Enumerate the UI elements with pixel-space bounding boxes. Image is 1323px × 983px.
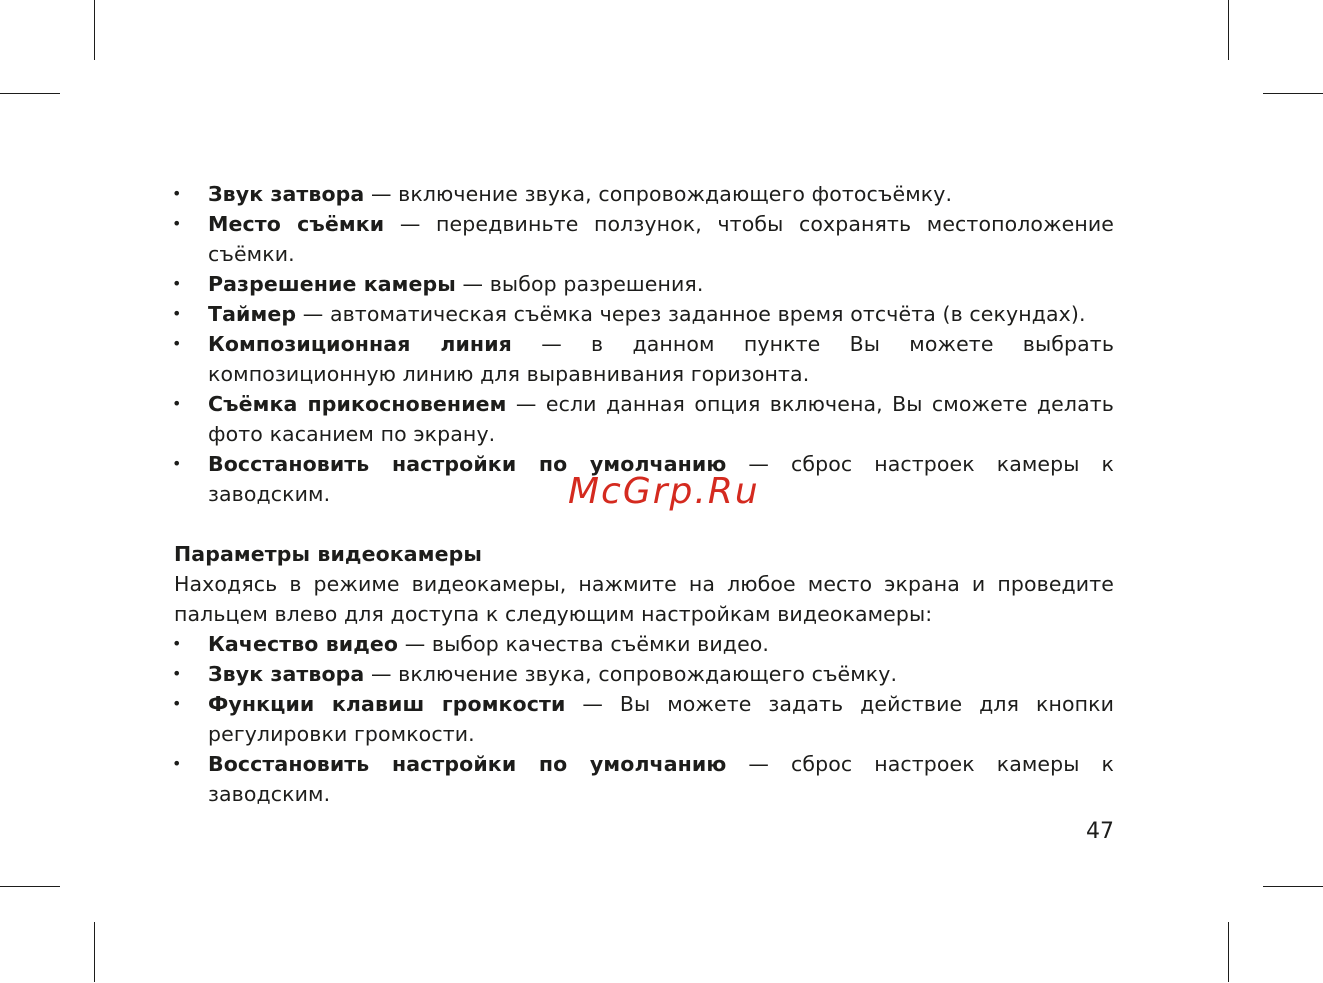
crop-mark [0,886,60,887]
item-description: — передвиньте ползунок, чтобы сохранять местоположение съёмки. [208,212,1114,266]
item-term: Функции клавиш громкости [208,692,566,716]
item-term: Разрешение камеры [208,272,456,296]
item-term: Таймер [208,302,297,326]
item-term: Съёмка прикосновением [208,392,507,416]
camera-settings-list [174,179,1114,509]
item-description: — в данном пункте Вы можете выбрать композиционную линию для выравнивания горизонта. [208,332,1114,386]
list-item [174,749,1114,809]
crop-mark [0,93,60,94]
page-number: 47 [1086,819,1114,844]
item-description: — включение звука, сопровождающего съёмку. [364,662,898,686]
crop-mark [1228,922,1229,982]
video-settings-list [174,629,1114,809]
list-item [174,299,1114,329]
crop-mark [1263,93,1323,94]
list-item [174,179,1114,209]
item-description: — выбор разрешения. [455,272,704,296]
crop-mark [94,922,95,982]
item-term: Композиционная линия [208,332,512,356]
item-term: Звук затвора [208,182,365,206]
item-term: Качество видео [208,632,399,656]
list-item [174,689,1114,749]
item-term: Восстановить настройки по умолчанию [208,752,727,776]
section-heading: Параметры видеокамеры [174,542,482,566]
item-description: — выбор качества съёмки видео. [398,632,770,656]
item-term: Восстановить настройки по умолчанию [208,452,727,476]
item-description: — Вы можете задать действие для кнопки регулировки громкости. [208,692,1115,746]
list-item [174,209,1114,269]
item-description: — включение звука, сопровождающего фотосъёмку. [364,182,953,206]
section-intro: Находясь в режиме видеокамеры, нажмите на любое место экрана и проведите пальцем влево для доступа к следующим настройкам видеокамеры: [174,572,1114,626]
list-item [174,329,1114,389]
watermark-logo: McGrp.Ru [568,471,760,512]
list-item [174,389,1114,449]
item-description: — сброс настроек камеры к заводским. [208,452,1114,506]
list-item [174,269,1114,299]
item-term: Место съёмки [208,212,385,236]
item-description: — если данная опция включена, Вы сможете делать фото касанием по экрану. [208,392,1114,446]
crop-mark [94,0,95,60]
crop-mark [1228,0,1229,60]
crop-mark [1263,886,1323,887]
item-description: — автоматическая съёмка через заданное время отсчёта (в секундах). [296,302,1086,326]
item-description: — сброс настроек камеры к заводским. [208,752,1114,806]
item-term: Звук затвора [208,662,365,686]
list-item [174,629,1114,659]
list-item [174,659,1114,689]
